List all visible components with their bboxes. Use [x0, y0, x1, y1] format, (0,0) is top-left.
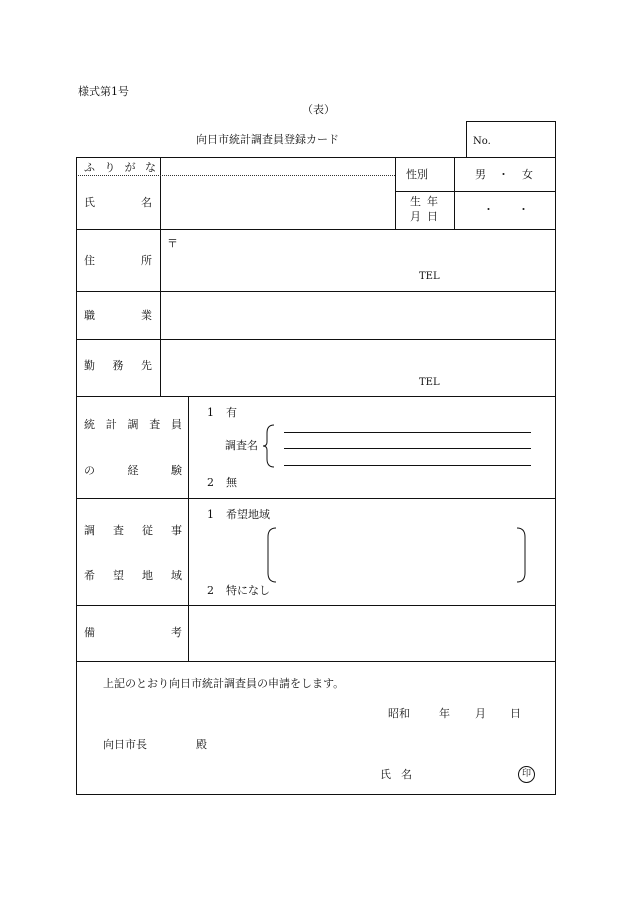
desired-area-label-2 — [84, 569, 182, 583]
row-line-footer — [76, 661, 556, 662]
desired-area-label-2-char: 希 — [84, 569, 95, 582]
col-line-label-workplace — [160, 339, 161, 396]
occupation-label-char: 職 — [84, 309, 95, 322]
table-right-border — [555, 157, 556, 795]
experience-label-1-char: 計 — [105, 418, 117, 431]
row-line-remarks — [76, 605, 556, 606]
furigana-label-char: な — [144, 161, 156, 174]
desired-area-bracket-left — [266, 527, 278, 583]
furigana-dotted-line — [78, 175, 395, 176]
remarks-label-char: 考 — [171, 626, 182, 639]
col-line-label-occupation — [160, 291, 161, 339]
workplace-label-char: 務 — [112, 359, 124, 372]
row-line-desired-area — [76, 498, 556, 499]
col-line-gender-right — [454, 157, 455, 229]
honorific: 殿 — [196, 738, 207, 751]
desired-area-label-2-char: 域 — [171, 569, 182, 582]
occupation-label — [84, 309, 152, 323]
name-label — [84, 196, 152, 210]
furigana-label-char: が — [124, 161, 136, 174]
furigana-label-char: ふ — [84, 161, 95, 174]
furigana-label — [84, 161, 156, 175]
experience-option-2-num: 2 — [207, 476, 214, 489]
address-label — [84, 254, 152, 268]
col-line-gender-left — [395, 157, 396, 229]
workplace-label — [84, 359, 152, 373]
no-label: No. — [473, 136, 491, 147]
postal-mark: 〒 — [167, 237, 178, 250]
experience-label-2 — [84, 464, 182, 478]
furigana-label-char: り — [104, 161, 116, 174]
desired-area-option-1-num: 1 — [207, 508, 214, 521]
gender-separator: ・ — [498, 168, 509, 181]
workplace-label-char: 勤 — [84, 359, 95, 372]
desired-area-option-2-num: 2 — [207, 584, 214, 597]
side-label: （表） — [302, 103, 335, 116]
form-title: 向日市統計調査員登録カード — [196, 133, 339, 146]
desired-area-bracket-right — [515, 527, 527, 583]
col-line-label-lower — [188, 396, 189, 661]
col-line-label-top — [160, 157, 161, 291]
bracket-right-path — [517, 528, 525, 582]
no-box-top — [466, 121, 556, 122]
date-era: 昭和 — [388, 707, 410, 720]
desired-area-label-2-char: 地 — [142, 569, 153, 582]
birth-label-2: 月日 — [410, 210, 444, 223]
no-box-left — [466, 121, 467, 158]
birth-label-1: 生年 — [410, 195, 444, 208]
row-line-experience — [76, 396, 556, 397]
seal-mark: 印 — [518, 766, 535, 783]
table-bottom-border — [76, 794, 556, 795]
experience-label-2-char: 経 — [127, 464, 139, 477]
table-top-border — [76, 157, 556, 158]
birth-separator-2: ・ — [518, 203, 529, 216]
experience-option-1[interactable]: 有 — [226, 406, 237, 419]
mayor-label: 向日市長 — [103, 738, 147, 751]
bracket-left-path — [268, 528, 276, 582]
gender-female[interactable]: 女 — [522, 168, 533, 181]
experience-label-2-char: 験 — [171, 464, 182, 477]
survey-name-brace — [262, 424, 276, 468]
no-box-right — [555, 121, 556, 158]
experience-label-2-char: の — [84, 464, 95, 477]
desired-area-label-1-char: 査 — [113, 524, 124, 537]
desired-area-label-1-char: 調 — [84, 524, 95, 537]
application-statement: 上記のとおり向日市統計調査員の申請をします。 — [103, 677, 345, 690]
desired-area-label-1-char: 従 — [142, 524, 153, 537]
survey-name-label: 調査名 — [225, 439, 258, 452]
address-label-char: 住 — [84, 254, 95, 267]
remarks-label-char: 備 — [84, 626, 95, 639]
address-label-char: 所 — [141, 254, 152, 267]
form-number: 様式第1号 — [78, 85, 129, 98]
desired-area-label-1-char: 事 — [171, 524, 182, 537]
experience-label-1 — [84, 418, 182, 432]
experience-option-2[interactable]: 無 — [226, 476, 237, 489]
occupation-label-char: 業 — [141, 309, 152, 322]
survey-name-brace-path — [263, 425, 274, 467]
experience-label-1-char: 調 — [127, 418, 139, 431]
experience-label-1-char: 統 — [84, 418, 95, 431]
row-line-birth — [395, 191, 555, 192]
workplace-label-char: 先 — [141, 359, 152, 372]
signature-label: 氏名 — [380, 768, 422, 781]
desired-area-label-2-char: 望 — [113, 569, 124, 582]
remarks-label — [84, 626, 182, 640]
workplace-tel-label: TEL — [419, 377, 440, 388]
row-line-address — [76, 229, 556, 230]
experience-label-1-char: 員 — [171, 418, 182, 431]
desired-area-option-1[interactable]: 希望地域 — [226, 508, 270, 521]
survey-name-line-3[interactable] — [284, 465, 531, 466]
date-day: 日 — [510, 707, 521, 720]
name-label-char: 氏 — [84, 196, 95, 209]
name-label-char: 名 — [141, 196, 152, 209]
survey-name-line-1[interactable] — [284, 432, 531, 433]
experience-label-1-char: 査 — [149, 418, 161, 431]
desired-area-option-2[interactable]: 特になし — [226, 584, 270, 597]
survey-name-line-2[interactable] — [284, 448, 531, 449]
address-tel-label: TEL — [419, 271, 440, 282]
experience-option-1-num: 1 — [207, 406, 214, 419]
gender-male[interactable]: 男 — [475, 168, 486, 181]
row-line-workplace — [76, 339, 556, 340]
desired-area-label-1 — [84, 524, 182, 538]
birth-separator-1: ・ — [483, 203, 494, 216]
date-month: 月 — [475, 707, 486, 720]
table-left-border — [76, 157, 77, 795]
row-line-occupation — [76, 291, 556, 292]
date-year: 年 — [439, 707, 450, 720]
gender-label: 性別 — [406, 168, 428, 181]
